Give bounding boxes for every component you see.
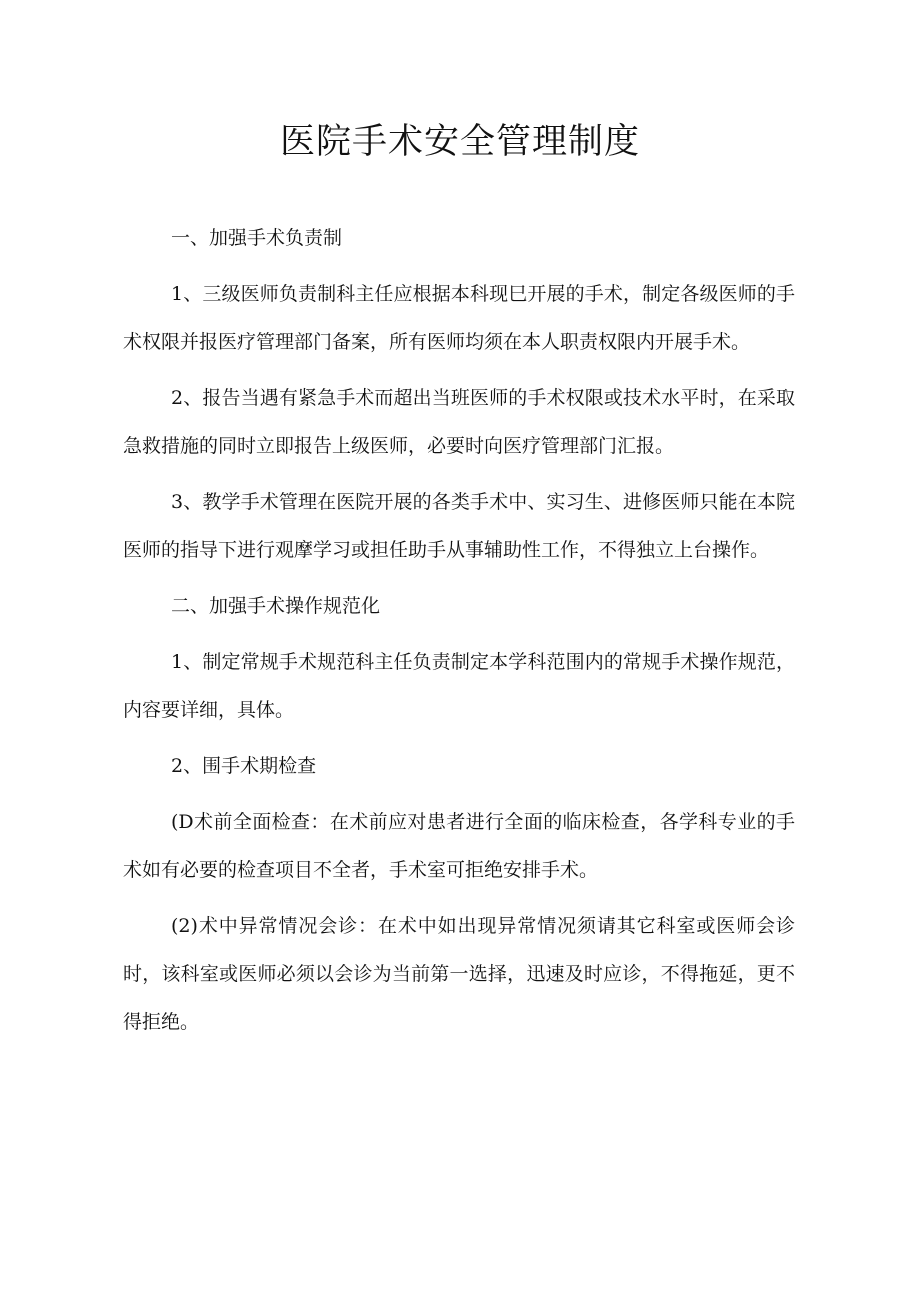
paragraph-2-2: 2、围手术期检查 [171, 755, 317, 777]
paragraph-1-1: 1、三级医师负责制科主任应根据本科现巳开展的手术，制定各级医师的手术权限并报医疗管理部门备案，所有医师均须在本人职责权限内开展手术。 [123, 283, 795, 353]
document-title: 医院手术安全管理制度 [279, 122, 640, 162]
document-body [123, 214, 795, 1054]
paragraph-1-3: 3、教学手术管理在医院开展的各类手术中、实习生、进修医师只能在本院医师的指导下进行观摩学习或担任助手从事辅助性工作，不得独立上台操作。 [123, 491, 795, 561]
section-heading-1: 一、加强手术负责制 [171, 227, 343, 249]
paragraph-1-2: 2、报告当遇有紧急手术而超出当班医师的手术权限或技术水平时，在采取急救措施的同时立即报告上级医师，必要时向医疗管理部门汇报。 [123, 387, 795, 457]
paragraph-2-2-b: (2)术中异常情况会诊：在术中如出现异常情况须请其它科室或医师会诊时，该科室或医师必须以会诊为当前第一选择，迅速及时应诊，不得拖延，更不得拒绝。 [123, 915, 795, 1033]
paragraph-2-2-a: (D术前全面检查：在术前应对患者进行全面的临床检查，各学科专业的手术如有必要的检查项目不全者，手术室可拒绝安排手术。 [123, 811, 795, 881]
section-heading-2: 二、加强手术操作规范化 [171, 595, 381, 617]
paragraph-2-1: 1、制定常规手术规范科主任负责制定本学科范围内的常规手术操作规范，内容要详细，具体。 [123, 651, 795, 721]
